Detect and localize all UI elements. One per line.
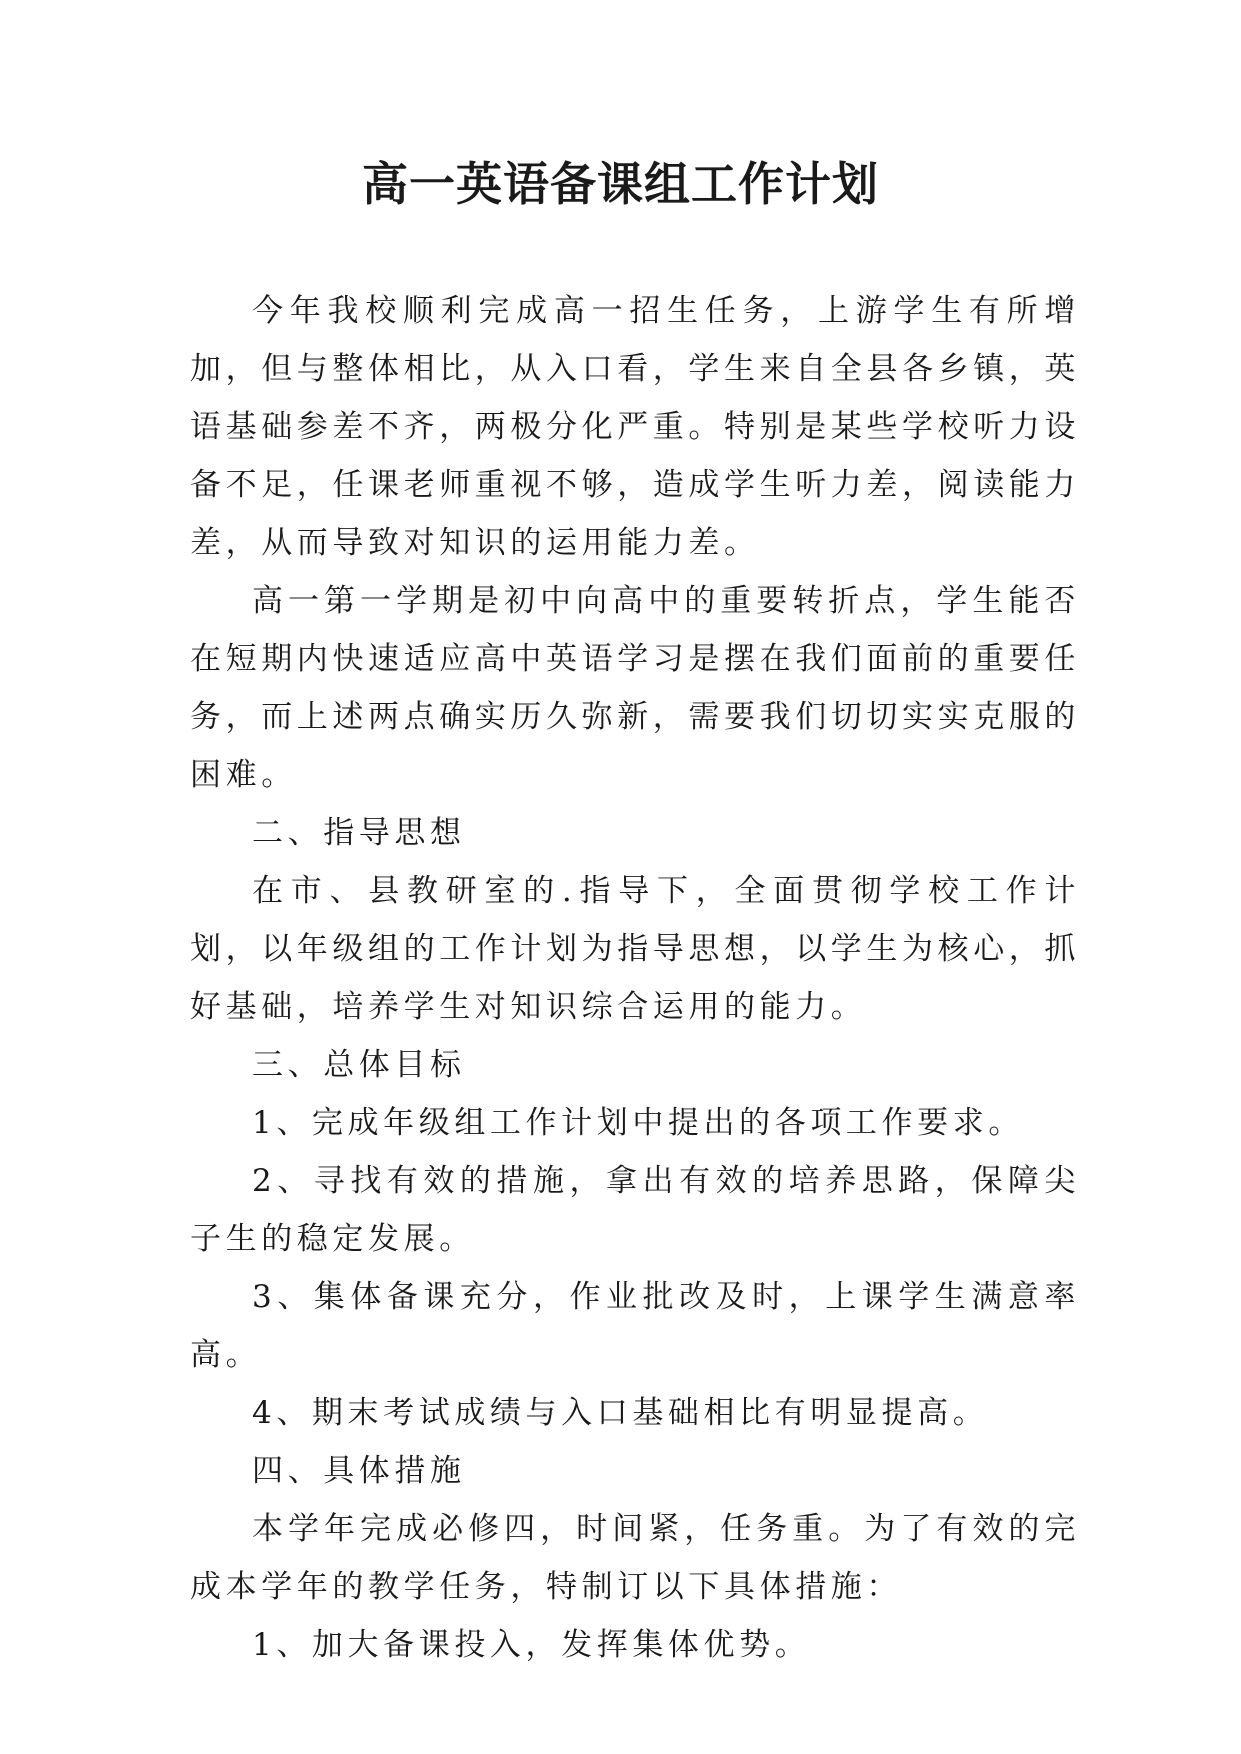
- list-item: 2、寻找有效的措施，拿出有效的培养思路，保障尖子生的稳定发展。: [190, 1163, 1080, 1257]
- section-heading: 三、总体目标: [252, 1047, 466, 1083]
- paragraph: 在市、县教研室的.指导下，全面贯彻学校工作计划，以年级组的工作计划为指导思想，以学生为核心，抓好基础，培养学生对知识综合运用的能力。: [190, 873, 1080, 1025]
- section-heading: 四、具体措施: [252, 1453, 466, 1489]
- list-item: 1、完成年级组工作计划中提出的各项工作要求。: [252, 1105, 1024, 1141]
- list-item: 3、集体备课充分，作业批改及时，上课学生满意率高。: [190, 1279, 1080, 1373]
- paragraph: 本学年完成必修四，时间紧，任务重。为了有效的完成本学年的教学任务，特制订以下具体措施：: [190, 1511, 1080, 1605]
- list-item: 4、期末考试成绩与入口基础相比有明显提高。: [252, 1395, 989, 1431]
- paragraph: 今年我校顺利完成高一招生任务，上游学生有所增加，但与整体相比，从入口看，学生来自全县各乡镇，英语基础参差不齐，两极分化严重。特别是某些学校听力设备不足，任课老师重视不够，造成学生听力差，阅读能力差，从而导致对知识的运用能力差。: [190, 293, 1080, 561]
- paragraph: 高一第一学期是初中向高中的重要转折点，学生能否在短期内快速适应高中英语学习是摆在我们面前的重要任务，而上述两点确实历久弥新，需要我们切切实实克服的困难。: [190, 583, 1080, 793]
- list-item: 1、加大备课投入，发挥集体优势。: [252, 1627, 811, 1663]
- section-heading: 二、指导思想: [252, 815, 466, 851]
- document-title: 高一英语备课组工作计划: [362, 157, 879, 211]
- document-body: [190, 282, 1080, 1674]
